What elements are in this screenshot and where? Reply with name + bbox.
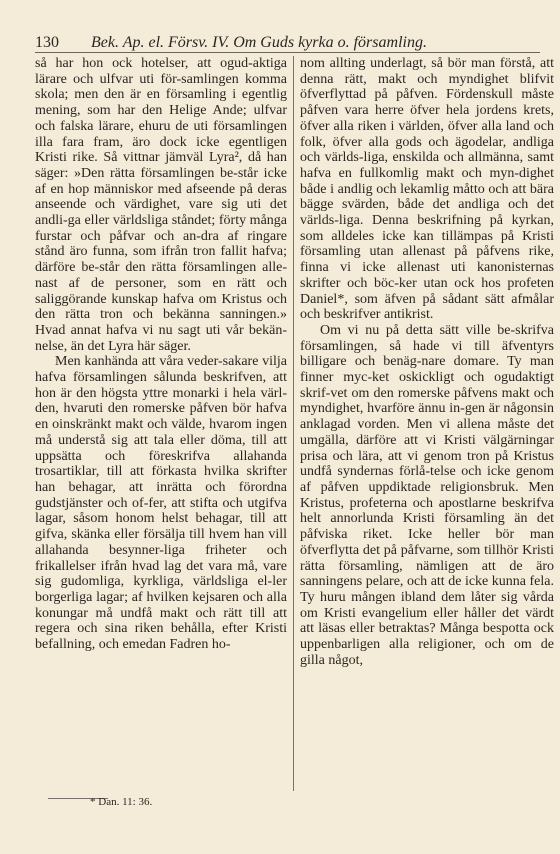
paragraph: nom allting underlagt, så bör man förstå, att denna rätt, makt och myndighet blifvit öfverflyttad på påfven. Fördenskull måste påfven vara herre öfver hela jordens krets, öfver alla riken i världen, öfver alla land och folk, öfver alla gods och ägodelar, andliga och världs-liga, enskilda och allmänna, samt hafva en fullkomlig makt och myn-dighet både i andlig och lekamlig måtto och att bära bägge svärden, både det andliga och det världs-liga. Denna beskrifning på kyrkan, som alldeles icke kan tillämpas på Kristi församling utan allenast på påfvens rike, finna vi icke allenast uti kanonisternas skrifter och böc-ker utan ock hos profeten Daniel*, som äfven på sådant sätt afmålar och beskrifver antikrist. (300, 56, 554, 323)
right-column (300, 56, 554, 668)
footnote: * Dan. 11: 36. (90, 796, 153, 808)
paragraph: Men kanhända att våra veder-sakare vilja hafva församlingen sålunda beskrifven, att hon är den högsta yttre monarki i hela värl-den, hvaruti den romerske påfven bör hafva en oinskränkt makt och välde, hvarom ingen må understå sig att tala eller döma, till att uppsätta och föreskrifva allahanda trosartiklar, till att förkasta hvilka skrifter han behagar, att inrätta och förordna gudstjänster och of-fer, att stifta och utgifva lagar, såsom honom helst behagar, till att gifva, skänka eller försälja till hvem han vill allahanda besynner-liga friheter och frikallelser ifrån hvad lag det vara må, vare sig gudomliga, kyrkliga, världsliga el-ler borgerliga lagar; af hvilken kejsaren och alla konungar må undfå makt och rätt till att regera och sina riken behålla, efter Kristi befallning, och emedan Fadren ho- (35, 354, 287, 653)
column-divider (293, 56, 294, 791)
paragraph: så har hon ock hotelser, att ogud-aktiga lärare och ulfvar uti för-samlingen komma skola; men den är en församling i egentlig mening, som har den Helige Ande; ulfvar och falska lärare, ehuru de uti församlingen illa fara fram, äro dock icke egentligen Kristi rike. Så vittnar jämväl Lyra², då han säger: »Den rätta församlingen be-står icke af en hop människor med afseende på deras anseende och värdighet, vare sig uti det andli-ga eller världsliga ståndet; förty många furstar och påfvar och an-dra af ringare stånd äro funna, som ifrån tron fallit hafva; därföre be-står den rätta församlingen alle-nast af de personer, som en rätt och saliggörande kunskap hafva om Kristus och den rätta tron och bekänna sanningen.» Hvad annat hafva vi nu sagt uti vår bekän-nelse, än det Lyra här säger. (35, 56, 287, 354)
header-rule (35, 52, 540, 53)
left-column (35, 56, 287, 653)
page-number: 130 (35, 34, 59, 51)
paragraph: Om vi nu på detta sätt ville be-skrifva församlingen, så hade vi till äfventyrs billigare och benäg-nare domare. Ty man finner myc-ket oskickligt och ogudaktigt skrif-vet om den romerske påfvens makt och myndighet, hvarföre ännu in-gen är någonsin anklagad vorden. Men vi allena måste det umgälla, därföre att vi Kristi välgärningar prisa och lära, att vi genom tron på Kristus undfå syndernas förlå-telse och icke genom af påfven uppdiktade religionsbruk. Men Kristus, profeterna och apostlarne beskrifva helt annorlunda Kristi församling än det påfviska riket. Icke heller bör man öfverflytta det på påfvarne, som tillhör Kristi rätta församling, nämligen att de äro sanningens pelare, och att de icke kunna fela. Ty huru mången ibland dem låter sig vårda om Kristi evangelium eller håller det värdt att läsas eller betraktas? Många bespotta ock uppenbarligen alla religioner, och om de gilla något, (300, 322, 554, 668)
running-title: Bek. Ap. el. Försv. IV. Om Guds kyrka o. församling. (91, 34, 427, 51)
